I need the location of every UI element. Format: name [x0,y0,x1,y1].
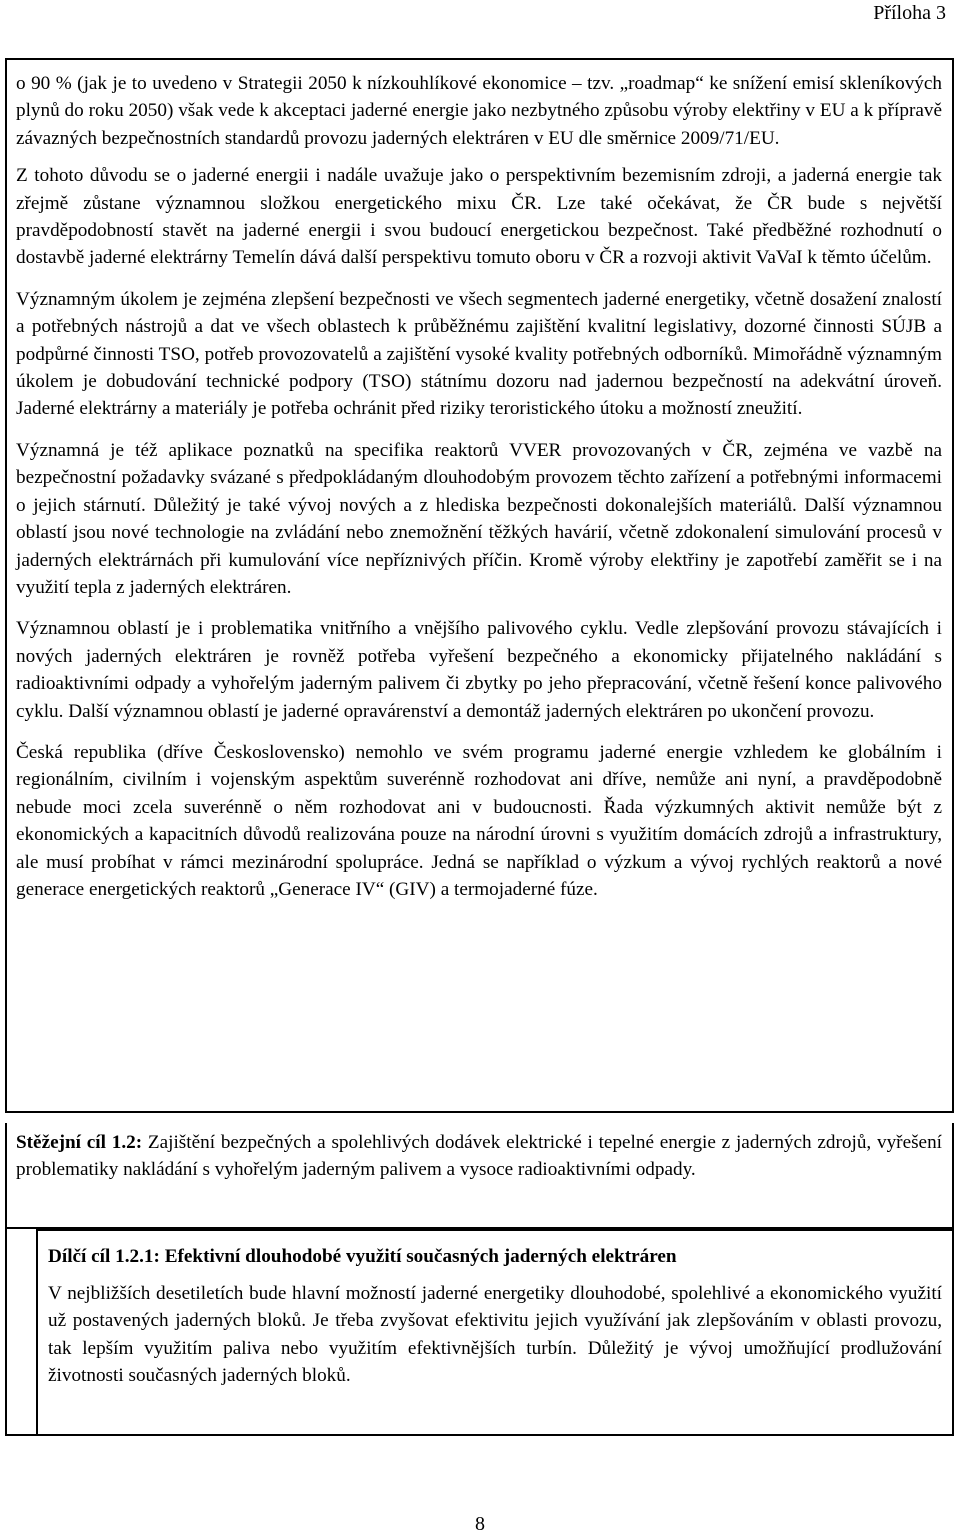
key-goal-box [5,1123,954,1227]
paragraph: Významná je též aplikace poznatků na specifika reaktorů VVER provozovaných v ČR, zejména ve vazbě na bezpečnostní požadavky svázané s předpokládaným dlouhodobým provozem těchto zařízení a potřebnými informacemi o jejich stárnutí. Důležitý je také vývoj nových a z hlediska bezpečnosti dokonalejších materiálů. Další významnou oblastí jsou nové technologie na zvládání nebo znemožnění těžkých havárií, včetně zdokonalení simulování procesů v jaderných elektrárnách při kumulování více nepříznivých příčin. Kromě výroby elektřiny je zapotřebí zaměřit se i na využití tepla z jaderných elektráren. [16,439,942,598]
page-number: 8 [475,1513,485,1535]
paragraph: Česká republika (dříve Československo) nemohlo ve svém programu jaderné energie vzhledem ke globálním i regionálním, civilním i vojenským aspektům suverénně rozhodovat ani dříve, nemůže ani nyní, a pravděpodobně nebude moci zcela suverénně o něm rozhodovat ani v budoucnosti. Řada výzkumných aktivit nemůže být z ekonomických a kapacitních důvodů realizována pouze na národní úrovni s využitím domácích zdrojů a infrastruktury, ale musí probíhat v rámci mezinárodní spolupráce. Jedná se například o výzkum a vývoj rychlých reaktorů a nové generace energetických reaktorů „Generace IV“ (GIV) a termojaderné fúze. [16,741,942,900]
paragraph: Významnou oblastí je i problematika vnitřního a vnějšího palivového cyklu. Vedle zlepšování provozu stávajících i nových jaderných elektráren je rovněž potřeba vyřešení bezpečného a ekonomicky přijatelného nakládání s radioaktivními odpady a vyhořelým jaderným palivem či zbytky po jeho přepracování, včetně řešení konce palivového cyklu. Další významnou oblastí je jaderné opravárenství a demontáž jaderných elektráren po ukončení provozu. [16,618,942,722]
key-goal-text: Zajištění bezpečných a spolehlivých dodávek elektrické i tepelné energie z jaderných zdrojů, vyřešení problematiky nakládání s vyhořelým jaderným palivem a vysoce radioaktivními odpady. [16,1132,942,1181]
paragraph: Z tohoto důvodu se o jaderné energii i nadále uvažuje jako o perspektivním bezemisním zdroji, a jaderná energie tak zřejmě zůstane významnou složkou energetického mixu ČR. Lze také očekávat, že ČR bude s největší pravděpodobností stavět na jaderné energii i svou budoucí energetickou bezpečnost. Také předběžné rozhodnutí o dostavbě jaderné elektrárny Temelín dává další perspektivu tomuto oboru v ČR a rozvoji aktivit VaVaI k těmto účelům. [16,165,942,269]
paragraph: o 90 % (jak je to uvedeno v Strategii 2050 k nízkouhlíkové ekonomice – tzv. „roadmap“ ke snížení emisí skleníkových plynů do roku 2050) však vede k akceptaci jaderné energie jako nezbytného způsobu výroby elektřiny v EU a k přípravě závazných bezpečnostních standardů provozu jaderných elektráren v EU dle směrnice 2009/71/EU. [16,73,942,149]
subgoal-text: V nejbližších desetiletích bude hlavní možností jaderné energetiky dlouhodobé, spolehlivé a ekonomického využití už postavených jaderných bloků. Je třeba zvyšovat efektivitu jejich využívání jak zlepšováním v oblasti provozu, tak lepším využitím paliva nebo využitím efektivnějších turbín. Důležitý je vývoj umožňující prodlužování životnosti současných jaderných bloků. [48,1283,942,1387]
subgoal-box [5,1227,954,1436]
key-goal-paragraph [16,1129,942,1184]
key-goal-label: Stěžejní cíl 1.2: [16,1132,143,1153]
page-header-label: Příloha 3 [873,2,946,24]
text-frame [5,58,954,1113]
subgoal-title: Dílčí cíl 1.2.1: Efektivní dlouhodobé využití současných jaderných elektráren [48,1246,677,1267]
subgoal-inner [36,1229,954,1436]
paragraph: Významným úkolem je zejména zlepšení bezpečnosti ve všech segmentech jaderné energetiky, včetně dosažení znalostí a potřebných nástrojů a dat ve všech oblastech k průběžnému zajištění kvalitní legislativy, dozorné činnosti SÚJB a podpůrné činnosti TSO, potřeb provozovatelů a zajištění vysoké kvality potřebných odborníků. Mimořádně významným úkolem je dobudování technické podpory (TSO) státnímu dozoru nad jadernou bezpečností na adekvátní úroveň. Jaderné elektrárny a materiály je potřeba ochránit před riziky teroristického útoku a možností zneužití. [16,288,942,420]
